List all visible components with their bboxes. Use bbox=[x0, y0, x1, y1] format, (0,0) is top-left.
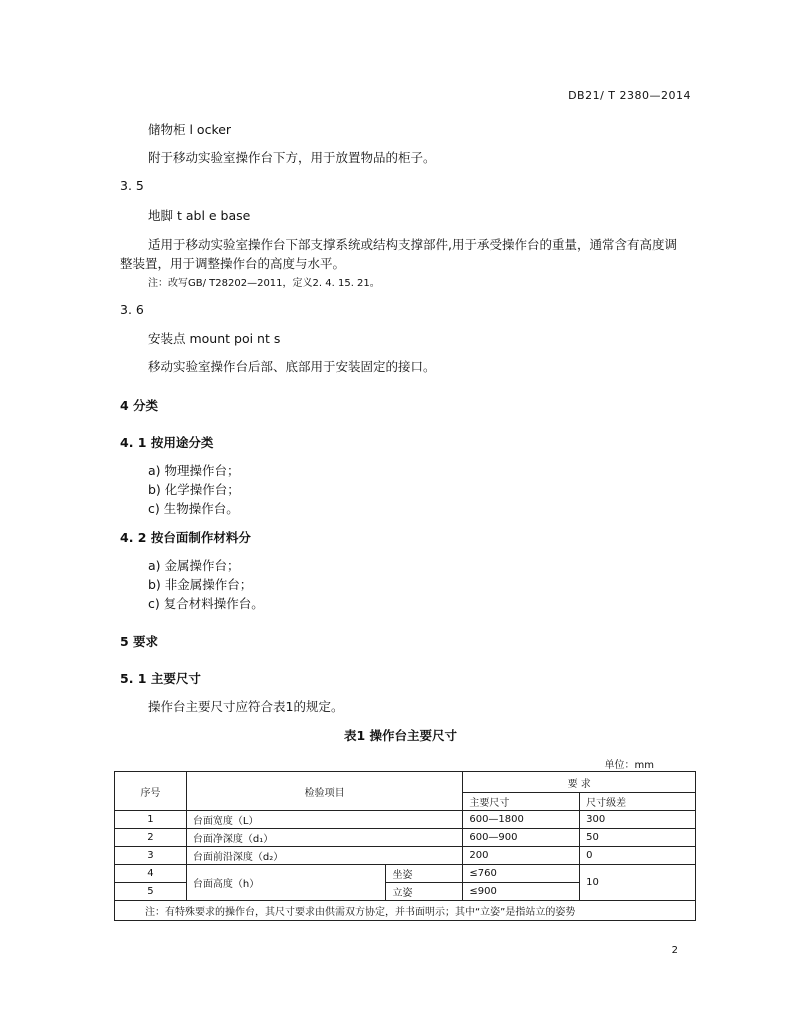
cell-tolerance: 0 bbox=[580, 847, 696, 865]
cell-tolerance: 300 bbox=[580, 811, 696, 829]
cell-no: 1 bbox=[115, 811, 187, 829]
cell-item: 台面前沿深度（d₂） bbox=[186, 847, 462, 865]
list-item: a) 物理操作台； bbox=[148, 463, 240, 478]
page-number: 2 bbox=[671, 945, 678, 956]
cell-no: 4 bbox=[115, 865, 187, 883]
list-item: b) 非金属操作台； bbox=[148, 577, 253, 592]
def-locker: 附于移动实验室操作台下方，用于放置物品的柜子。 bbox=[148, 150, 436, 165]
header-item: 检验项目 bbox=[186, 772, 462, 811]
def-table-base-line2: 整装置，用于调整操作台的高度与水平。 bbox=[120, 256, 346, 271]
header-tolerance: 尺寸级差 bbox=[580, 793, 696, 811]
cell-item: 台面宽度（L） bbox=[186, 811, 462, 829]
header-no: 序号 bbox=[115, 772, 187, 811]
cell-posture: 坐姿 bbox=[386, 865, 463, 883]
table-row bbox=[115, 811, 696, 829]
list-item: c) 生物操作台。 bbox=[148, 501, 239, 516]
cell-size: ≤760 bbox=[463, 865, 580, 883]
def-table-base-line1: 适用于移动实验室操作台下部支撑系统或结构支撑部件,用于承受操作台的重量，通常含有高度调 bbox=[148, 237, 677, 252]
cell-size: 200 bbox=[463, 847, 580, 865]
list-item: c) 复合材料操作台。 bbox=[148, 596, 264, 611]
cell-no: 3 bbox=[115, 847, 187, 865]
section-3-5-number: 3. 5 bbox=[120, 178, 144, 193]
section-4-title: 4 分类 bbox=[120, 398, 159, 413]
table-unit: 单位：mm bbox=[604, 760, 654, 771]
list-item: b) 化学操作台； bbox=[148, 482, 240, 497]
table-note: 注：有特殊要求的操作台，其尺寸要求由供需双方协定，并书面明示；其中“立姿”是指站立的姿势 bbox=[115, 901, 696, 921]
section-4-2-title: 4. 2 按台面制作材料分 bbox=[120, 530, 251, 545]
cell-item: 台面净深度（d₁） bbox=[186, 829, 462, 847]
table-row bbox=[115, 847, 696, 865]
term-table-base: 地脚 t abl e base bbox=[148, 208, 251, 223]
list-item: a) 金属操作台； bbox=[148, 558, 240, 573]
table-row bbox=[115, 865, 696, 883]
def-mount-points: 移动实验室操作台后部、底部用于安装固定的接口。 bbox=[148, 359, 436, 374]
cell-size: 600—900 bbox=[463, 829, 580, 847]
section-4-1-title: 4. 1 按用途分类 bbox=[120, 435, 214, 450]
table-row bbox=[115, 829, 696, 847]
cell-item: 台面高度（h） bbox=[186, 865, 386, 901]
term-mount-points: 安装点 mount poi nt s bbox=[148, 331, 281, 346]
cell-size: 600—1800 bbox=[463, 811, 580, 829]
dimensions-table bbox=[114, 771, 696, 921]
header-requirement: 要 求 bbox=[463, 772, 696, 793]
section-5-1-title: 5. 1 主要尺寸 bbox=[120, 671, 201, 686]
cell-size: ≤900 bbox=[463, 883, 580, 901]
doc-code: DB21/ T 2380—2014 bbox=[568, 89, 691, 102]
section-5-title: 5 要求 bbox=[120, 634, 159, 649]
cell-tolerance: 50 bbox=[580, 829, 696, 847]
cell-no: 2 bbox=[115, 829, 187, 847]
header-main-size: 主要尺寸 bbox=[463, 793, 580, 811]
note-table-base: 注：改写GB/ T28202—2011，定义2. 4. 15. 21。 bbox=[148, 278, 380, 289]
section-3-6-number: 3. 6 bbox=[120, 302, 144, 317]
term-locker: 储物柜 l ocker bbox=[148, 122, 232, 137]
table-caption: 表1 操作台主要尺寸 bbox=[344, 728, 458, 743]
cell-no: 5 bbox=[115, 883, 187, 901]
cell-posture: 立姿 bbox=[386, 883, 463, 901]
section-5-1-text: 操作台主要尺寸应符合表1的规定。 bbox=[148, 699, 344, 714]
cell-tolerance: 10 bbox=[580, 865, 696, 901]
